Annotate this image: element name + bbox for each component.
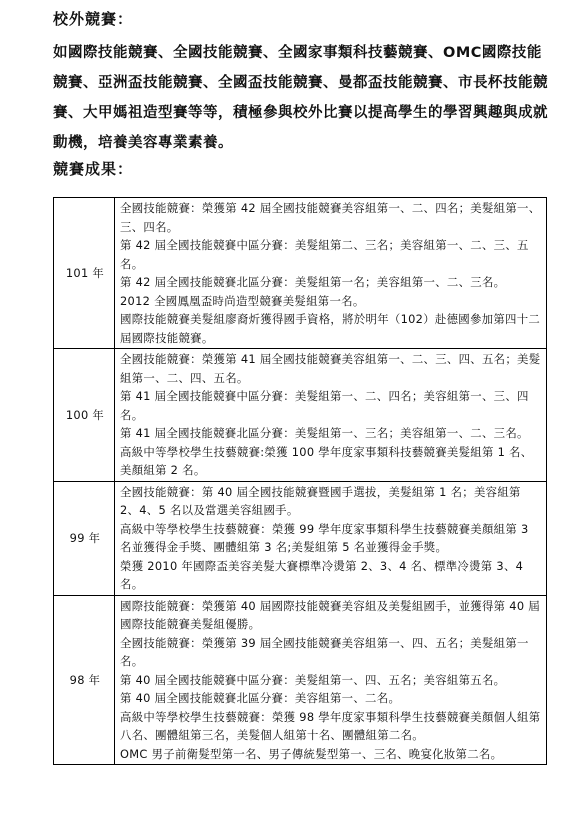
award-item: 第 40 屆全國技能競賽北區分賽：美容組第一、二名。 <box>120 691 401 705</box>
awards-cell <box>115 481 547 595</box>
results-title: 競賽成果： <box>53 160 134 178</box>
award-item: 第 42 屆全國技能競賽北區分賽：美髮組第一名；美容組第一、二、三名。 <box>120 275 506 289</box>
result-row <box>54 481 547 595</box>
awards-cell <box>115 349 547 482</box>
result-row <box>54 349 547 482</box>
award-item: 2012 全國鳳凰盃時尚造型競賽美髮組第一名。 <box>120 293 365 308</box>
award-item: 第 41 屆全國技能競賽中區分賽：美髮組第一、二、四名；美容組第一、三、四名。 <box>120 389 529 422</box>
year-cell: 98 年 <box>54 595 115 765</box>
year-cell: 100 年 <box>54 349 115 482</box>
award-item: 全國技能競賽：第 40 屆全國技能競賽暨國手選拔，美髮組第 1 名；美容組第 2、4、5 名以及當選美容組國手。 <box>120 484 521 517</box>
result-row <box>54 595 547 765</box>
result-row <box>54 198 547 349</box>
award-item: 第 41 屆全國技能競賽北區分賽：美髮組第一、三名；美容組第一、二、三名。 <box>120 426 529 440</box>
year-cell: 99 年 <box>54 481 115 595</box>
award-item: 第 42 屆全國技能競賽中區分賽：美髮組第二、三名；美容組第一、二、三、五名。 <box>120 238 529 271</box>
award-item: 全國技能競賽：榮獲第 41 屆全國技能競賽美容組第一、二、三、四、五名；美髮組第一、二、四、五名。 <box>120 352 541 385</box>
award-item: 國際技能競賽美髮組廖裔炘獲得國手資格，將於明年（102）赴德國參加第四十二屆國際技能競賽。 <box>120 312 541 345</box>
intro-paragraph: 如國際技能競賽、全國技能競賽、全國家事類科技藝競賽、OMC國際技能競賽、亞洲盃技能競賽、全國盃技能競賽、曼都盃技能競賽、市長杯技能競賽、大甲媽祖造型賽等等，積極參與校外比賽以提高學生的學習興趣與成就動機，培養美容專業素養。 <box>53 45 548 151</box>
results-table-body <box>54 198 547 765</box>
awards-cell <box>115 198 547 349</box>
year-cell: 101 年 <box>54 198 115 349</box>
award-item: 高級中等學校學生技藝競賽：榮獲 99 學年度家事類科學生技藝競賽美顏組第 3 名並獲得金手獎、團體組第 3 名;美髮組第 5 名並獲得金手獎。 <box>120 521 529 554</box>
award-item: 第 40 屆全國技能競賽中區分賽：美髮組第一、四、五名；美容組第五名。 <box>120 672 506 687</box>
competition-results-table <box>53 197 547 765</box>
award-item: 榮獲 2010 年國際盃美容美髮大賽標準冷燙第 2、3、4 名、標準冷燙第 3、4 名。 <box>120 558 524 591</box>
section-title: 校外競賽： <box>53 10 134 28</box>
award-item: 高級中等學校學生技藝競賽:榮獲 100 學年度家事類科技藝競賽美髮組第 1 名、美顏組第 2 名。 <box>120 444 533 477</box>
award-item: 全國技能競賽：榮獲第 39 屆全國技能競賽美容組第一、四、五名；美髮組第一名。 <box>120 635 529 668</box>
awards-cell <box>115 595 547 765</box>
award-item: 高級中等學校學生技藝競賽：榮獲 98 學年度家事類科學生技藝競賽美顏個人組第八名、團體組第三名，美髮個人組第十名、團體組第二名。 <box>120 709 541 742</box>
award-item: 國際技能競賽：榮獲第 40 屆國際技能競賽美容組及美髮組國手，並獲得第 40 屆國際技能競賽美髮組優勝。 <box>120 598 540 631</box>
award-item: 全國技能競賽：榮獲第 42 屆全國技能競賽美容組第一、二、四名；美髮組第一、三、四名。 <box>120 201 541 234</box>
award-item: OMC 男子前衛髮型第一名、男子傳統髮型第一、三名、晚宴化妝第二名。 <box>120 746 503 761</box>
